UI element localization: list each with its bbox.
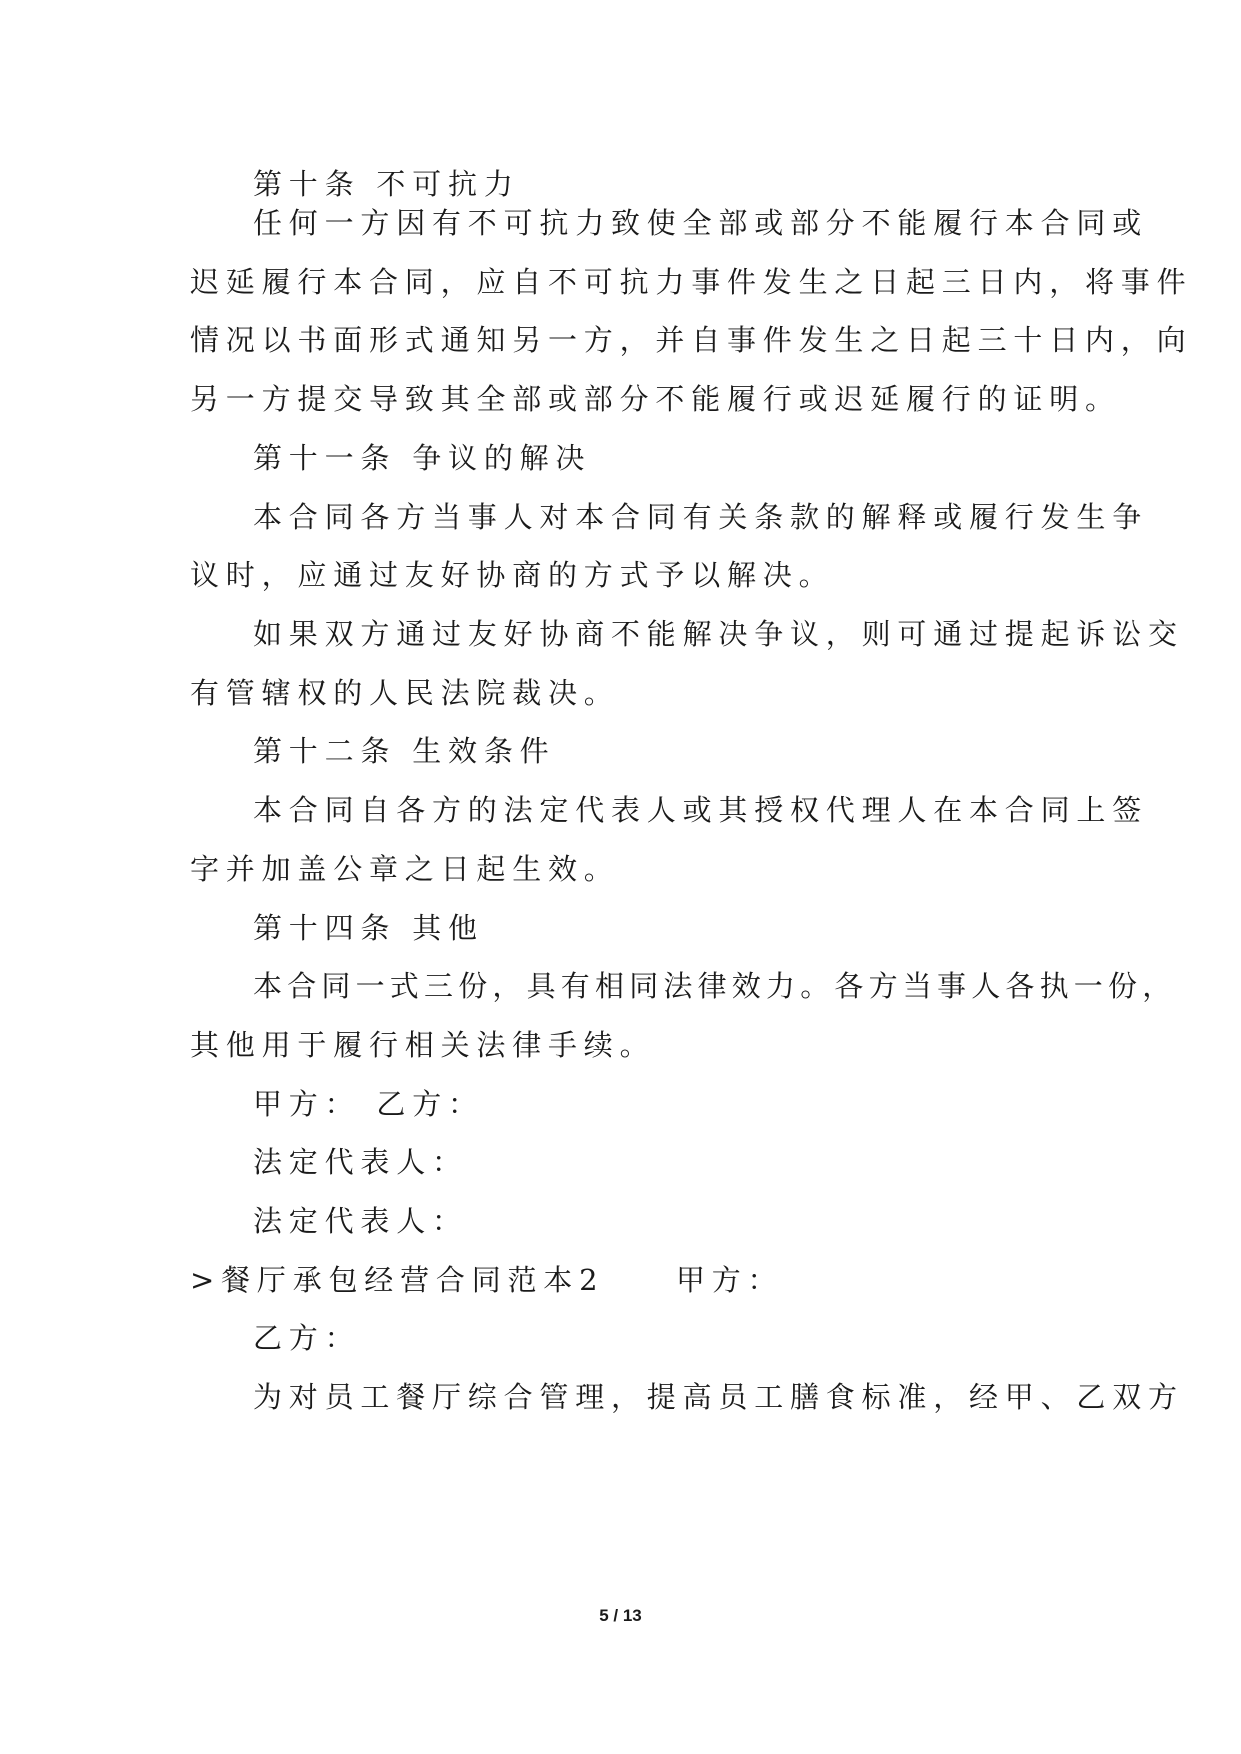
paragraph-line: 有管辖权的人民法院裁决。 — [190, 676, 620, 710]
page-number: 5 / 13 — [599, 1606, 642, 1625]
paragraph-line: 情况以书面形式通知另一方，并自事件发生之日起三十日内，向 — [190, 323, 1193, 357]
article-12-heading: 第十二条 生效条件 — [253, 734, 556, 768]
party-b-label: 乙方： — [253, 1321, 361, 1355]
party-labels: 甲方： 乙方： — [253, 1087, 484, 1121]
contract-template-2-title: >餐厅承包经营合同范本2 甲方： — [190, 1263, 784, 1297]
paragraph-line: 本合同各方当事人对本合同有关条款的解释或履行发生争 — [253, 500, 1149, 534]
paragraph-line: 其他用于履行相关法律手续。 — [190, 1028, 656, 1062]
article-14-heading: 第十四条 其他 — [253, 911, 484, 945]
paragraph-line: 议时，应通过友好协商的方式予以解决。 — [190, 558, 835, 592]
paragraph-line: 为对员工餐厅综合管理，提高员工膳食标准，经甲、乙双方 — [253, 1380, 1184, 1414]
paragraph-line: 字并加盖公章之日起生效。 — [190, 852, 620, 886]
legal-representative-label: 法定代表人： — [253, 1145, 468, 1179]
paragraph-line: 迟延履行本合同，应自不可抗力事件发生之日起三日内，将事件 — [190, 265, 1193, 299]
paragraph-line: 本合同自各方的法定代表人或其授权代理人在本合同上签 — [253, 793, 1149, 827]
paragraph-line: 任何一方因有不可抗力致使全部或部分不能履行本合同或 — [253, 206, 1149, 240]
article-10-heading: 第十条 不可抗力 — [253, 167, 520, 201]
legal-representative-label: 法定代表人： — [253, 1204, 468, 1238]
paragraph-line: 本合同一式三份，具有相同法律效力。各方当事人各执一份， — [253, 969, 1177, 1003]
article-11-heading: 第十一条 争议的解决 — [253, 441, 592, 475]
paragraph-line: 如果双方通过友好协商不能解决争议，则可通过提起诉讼交 — [253, 617, 1184, 651]
paragraph-line: 另一方提交导致其全部或部分不能履行或迟延履行的证明。 — [190, 382, 1121, 416]
